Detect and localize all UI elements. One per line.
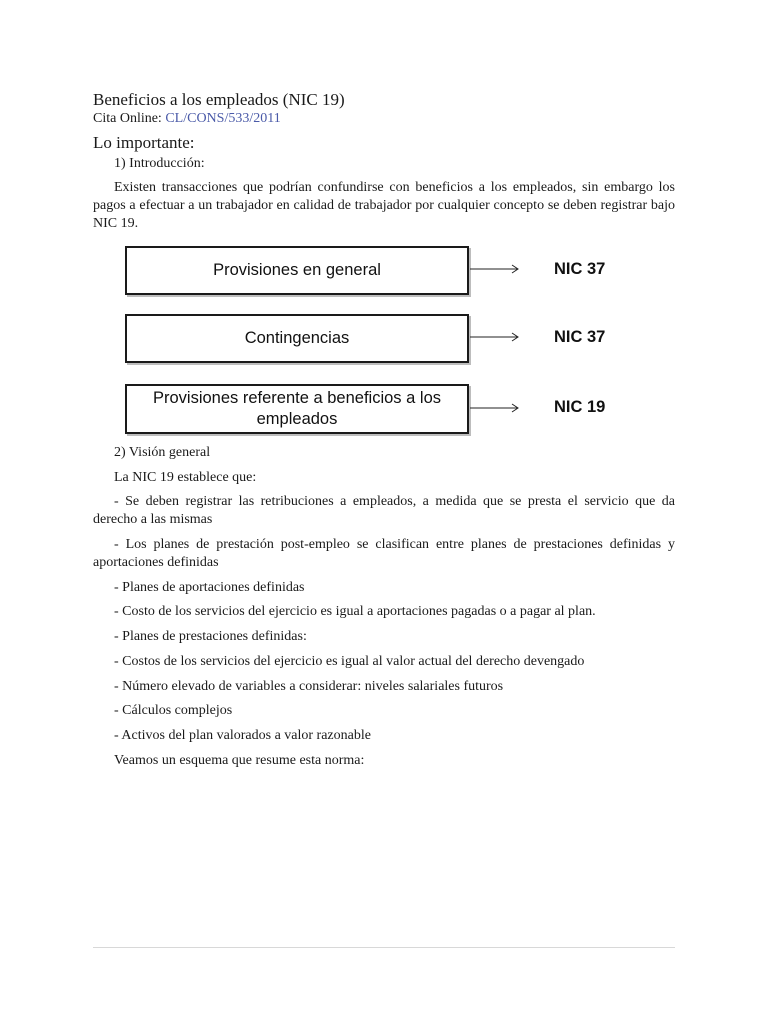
diagram-nic-label: NIC 37	[554, 328, 606, 346]
arrow-right-icon	[470, 330, 522, 344]
section-1-heading: 1) Introducción:	[114, 156, 205, 171]
bullet-item: - Cálculos complejos	[114, 703, 233, 718]
page-footer-divider	[93, 947, 675, 948]
closing-paragraph: Veamos un esquema que resume esta norma:	[114, 753, 365, 768]
bullet-item: - Se deben registrar las retribuciones a empleados, a medida que se presta el servicio que da derecho a las mismas	[93, 494, 675, 527]
citation-link[interactable]: CL/CONS/533/2011	[165, 111, 281, 126]
diagram-box-provisiones-general	[125, 246, 469, 295]
diagram-box-contingencias	[125, 314, 469, 363]
citation-line	[93, 110, 281, 128]
section-heading-lo-importante: Lo importante:	[93, 133, 195, 152]
intro-paragraph: Existen transacciones que podrían confundirse con beneficios a los empleados, sin embargo los pagos a efectuar a un trabajador en calidad de trabajador por cualquier concepto se deben registrar bajo NIC 19.	[93, 180, 675, 231]
arrow-right-icon	[470, 262, 522, 276]
bullet-item: - Los planes de prestación post-empleo se clasifican entre planes de prestaciones definidas y aportaciones definidas	[93, 537, 675, 570]
bullet-item: - Planes de prestaciones definidas:	[114, 629, 307, 644]
citation-prefix: Cita Online:	[93, 111, 166, 126]
paragraph-nic-establece: La NIC 19 establece que:	[114, 470, 257, 485]
bullet-item: - Costos de los servicios del ejercicio es igual al valor actual del derecho devengado	[114, 654, 585, 669]
diagram-nic-label: NIC 19	[554, 398, 606, 416]
diagram-box-label: Contingencias	[244, 329, 350, 347]
arrow-right-icon	[470, 401, 522, 415]
bullet-item: - Número elevado de variables a considerar: niveles salariales futuros	[114, 679, 504, 694]
section-2-heading: 2) Visión general	[114, 445, 211, 460]
bullet-item: - Costo de los servicios del ejercicio es igual a aportaciones pagadas o a pagar al plan.	[114, 604, 596, 619]
diagram-nic-label: NIC 37	[554, 260, 606, 278]
bullet-item: - Activos del plan valorados a valor razonable	[114, 728, 371, 743]
bullet-item: - Planes de aportaciones definidas	[114, 580, 305, 595]
diagram-box-label: Provisiones en general	[213, 261, 381, 279]
document-title: Beneficios a los empleados (NIC 19)	[93, 90, 345, 109]
diagram-box-label: Provisiones referente a beneficios a los empleados	[153, 389, 441, 428]
diagram-box-provisiones-beneficios	[125, 384, 469, 434]
